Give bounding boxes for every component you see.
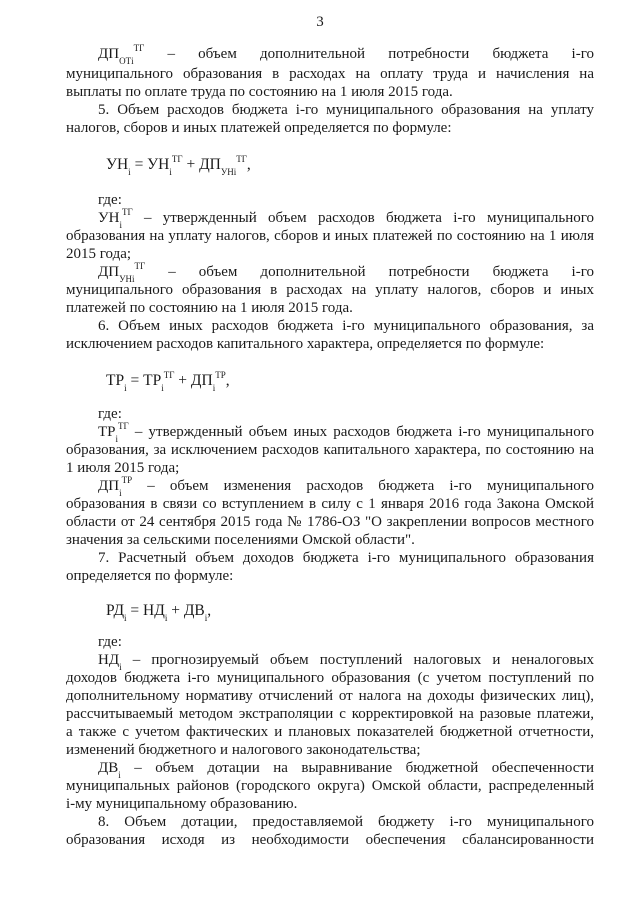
paragraph-6-start: 6. Объем иных расходов бюджета i-го муниципального образования, за — [98, 318, 594, 334]
text-line: исключением расходов капитального характера, определяется по формуле: — [66, 336, 545, 352]
text-line: 1 июля 2015 года; — [66, 460, 180, 476]
definition-dp-un: $ДП_{УНi}^{ТГ}$ – объем дополнительной потребности бюджета i-го — [98, 261, 594, 284]
text-line: выплаты по оплате труда по состоянию на 1 июля 2015 года. — [66, 84, 453, 100]
text-line: i-му муниципальному образованию. — [66, 796, 298, 812]
symbol: $НД_i$ — [98, 652, 122, 672]
text-line: дополнительному нормативу отчислений от налога на доходы физических лиц), — [66, 688, 594, 704]
symbol: $ДП_{УНi}^{ТГ}$ — [98, 261, 146, 284]
formula-tr: $ТР_i = ТР_i^{ТГ} + ДП_i^{ТР}$, — [106, 369, 230, 394]
where-label: где: — [98, 406, 122, 422]
text-line: платежей по состоянию на 1 июля 2015 года. — [66, 300, 353, 316]
text-line: 2015 года; — [66, 246, 132, 262]
text-line: доходов бюджета i-го муниципального образования (с учетом поступлений по — [66, 670, 594, 686]
text-line: изменений бюджетного и налогового законодательства; — [66, 742, 421, 758]
paragraph-5-start: 5. Объем расходов бюджета i-го муниципального образования на уплату — [98, 102, 594, 118]
symbol: $УН_i^{ТГ}$ — [98, 207, 133, 230]
text-line: рассчитываемый методом экстраполяции с корректировкой на разовые платежи, — [66, 706, 594, 722]
text-line: определяется по формуле: — [66, 568, 234, 584]
page-number: 3 — [316, 14, 324, 30]
text-line: муниципального образования в расходах на уплату налогов, сборов и иных — [66, 282, 594, 298]
text-line: налогов, сборов и иных платежей определяется по формуле: — [66, 120, 452, 136]
text-line: муниципальных районов (городского округа) Омской области, распределенный — [66, 778, 594, 794]
text-line: образования исходя из необходимости обеспечения сбалансированности — [66, 832, 594, 848]
paragraph-8-start: 8. Объем дотации, предоставляемой бюджету i-го муниципального — [98, 814, 594, 830]
text-line: образования в связи со вступлением в силу с 1 января 2016 года Закона Омской — [66, 496, 594, 512]
where-label: где: — [98, 192, 122, 208]
text-line: значения за сельскими поселениями Омской области". — [66, 532, 415, 548]
formula-rd: $РД_i = НД_i + ДВ_i$, — [106, 602, 212, 624]
definition-dv: $ДВ_i$ – объем дотации на выравнивание бюджетной обеспеченности — [98, 760, 594, 780]
definition-tr: $ТР_i^{ТГ}$ – утвержденный объем иных расходов бюджета i-го муниципального — [98, 421, 594, 444]
symbol: $ТР_i^{ТГ}$ — [98, 421, 129, 444]
definition-nd: $НД_i$ – прогнозируемый объем поступлений налоговых и неналоговых — [98, 652, 594, 672]
formula-un: $УН_i = УН_i^{ТГ} + ДП_{УНi}^{ТГ}$, — [106, 153, 251, 178]
definition-un: $УН_i^{ТГ}$ – утвержденный объем расходов бюджета i-го муниципального — [98, 207, 594, 230]
text-line: муниципального образования в расходах на оплату труда и начисления на — [66, 66, 594, 82]
definition-dp-ot: $ДП_{ОТi}^{ТГ}$ – объем дополнительной потребности бюджета i-го — [98, 43, 594, 66]
text-line: а также с учетом фактических и плановых показателей бюджетной отчетности, — [66, 724, 594, 740]
paragraph-7-start: 7. Расчетный объем доходов бюджета i-го муниципального образования — [98, 550, 594, 566]
symbol: $ДП_i^{ТР}$ — [98, 475, 133, 498]
text-line: образования, за исключением расходов капитального характера, по состоянию на — [66, 442, 594, 458]
text-line: образования на уплату налогов, сборов и иных платежей по состоянию на 1 июля — [66, 228, 594, 244]
text-line: области от 24 сентября 2015 года № 1786-ОЗ "О закреплении вопросов местного — [66, 514, 594, 530]
definition-dp-tr: $ДП_i^{ТР}$ – объем изменения расходов бюджета i-го муниципального — [98, 475, 594, 498]
symbol: $ДП_{ОТi}^{ТГ}$ — [98, 43, 145, 66]
where-label: где: — [98, 634, 122, 650]
symbol: $ДВ_i$ — [98, 760, 121, 780]
